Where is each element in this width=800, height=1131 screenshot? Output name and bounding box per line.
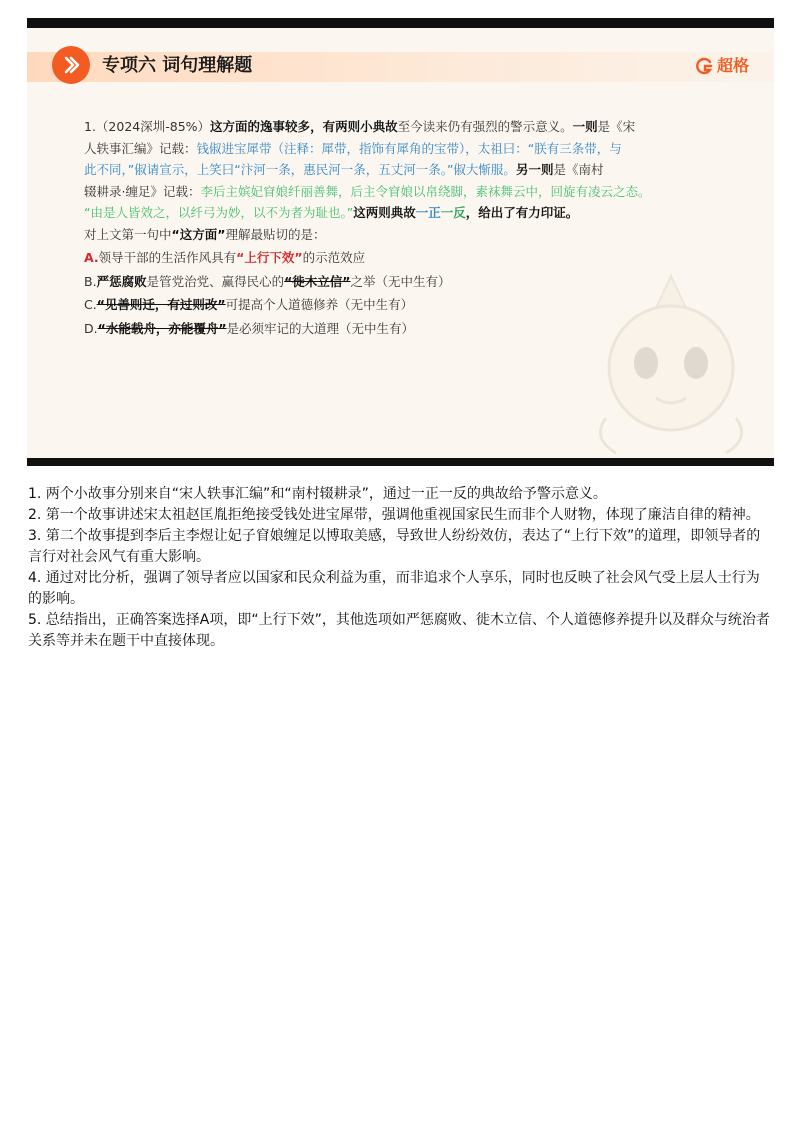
- text-span: “见善则迁，有过则改”: [96, 297, 226, 312]
- chevron-right-icon: [52, 46, 90, 84]
- question-line-5: [84, 202, 724, 224]
- answer-point: 1. 两个小故事分别来自“宋人轶事汇编”和“南村辍耕录”，通过一正一反的典故给予警示意义。: [28, 486, 607, 502]
- question-source: 1.（2024深圳-85%）: [84, 119, 211, 134]
- text-span: 一反: [440, 205, 466, 220]
- question-line-3: [84, 159, 724, 181]
- text-span: 严惩腐败: [96, 273, 147, 289]
- brand-logo-icon: [695, 57, 713, 75]
- answer-explanation: [28, 484, 773, 652]
- option-b: [84, 271, 724, 293]
- question-line-2: [84, 138, 724, 160]
- text-span: 人轶事汇编》记载：: [84, 140, 197, 156]
- text-span: “水能载舟，亦能覆舟”: [97, 320, 227, 336]
- option-letter: A.: [84, 250, 99, 265]
- text-span: 辍耕录·缠足》记载：: [84, 183, 201, 199]
- text-span: ，: [310, 119, 323, 134]
- text-span: 此不同，”俶请宣示，上笑曰“汴河一条，惠民河一条，五丈河一条。”俶大惭服。: [84, 162, 516, 177]
- slide-frame: [27, 18, 774, 466]
- text-span: 有两则小典故: [322, 119, 398, 134]
- option-letter: B.: [84, 273, 97, 289]
- answer-point: 2. 第一个故事讲述宋太祖赵匡胤拒绝接受钱处进宝犀带，强调他重视国家民生而非个人财物，体现了廉洁自律的精神。: [28, 507, 760, 523]
- text-span: 是《宋: [597, 119, 636, 134]
- text-span: “徙木立信”: [284, 273, 351, 289]
- text-span: 的示范效应: [302, 250, 366, 265]
- text-span: 理解最贴切的是：: [225, 226, 326, 242]
- question-block: [84, 116, 724, 339]
- answer-point: 5. 总结指出，正确答案选择A项，即“上行下效”，其他选项如严惩腐败、徙木立信、个人道德修养提升以及群众与统治者关系等并未在题干中直接体现。: [28, 612, 770, 649]
- answer-point: 3. 第二个故事提到李后主李煜让妃子窅娘缠足以博取美感，导致世人纷纷效仿，表达了“上行下效”的道理，即领导者的言行对社会风气有重大影响。: [28, 528, 761, 565]
- brand-name: 超格: [716, 56, 749, 75]
- question-line-1: [84, 116, 724, 138]
- text-span: 对上文第一句中: [84, 226, 172, 242]
- option-letter: D.: [84, 320, 98, 336]
- text-span: “由是人皆效之，以纤弓为妙，以不为者为耻也。”: [84, 205, 354, 220]
- text-span: 可提高个人道德修养（无中生有）: [225, 297, 414, 312]
- option-d: [84, 318, 724, 340]
- text-span: ，给出了有力印证。: [465, 205, 579, 220]
- text-span: 是《南村: [553, 162, 604, 177]
- option-a: [84, 247, 724, 269]
- text-span: “这方面”: [171, 226, 226, 242]
- brand: [695, 49, 749, 83]
- text-span: 是管党治党、赢得民心的: [146, 273, 285, 289]
- answer-point: 4. 通过对比分析，强调了领导者应以国家和民众利益为重，而非追求个人享乐，同时也反映了社会风气受上层人士行为的影响。: [28, 570, 760, 607]
- question-line-4: [84, 181, 724, 203]
- text-span: 这两则典故: [353, 205, 416, 220]
- text-span: 领导干部的生活作风具有: [98, 250, 237, 265]
- text-span: 至今读来仍有强烈的警示意义。: [397, 119, 573, 134]
- option-letter: C.: [84, 297, 97, 312]
- text-span: 一则: [572, 119, 598, 134]
- question-prompt: [84, 224, 724, 246]
- text-span: 这方面的逸事较多: [210, 119, 311, 134]
- text-span: 钱俶进宝犀带（注释：犀带，指饰有犀角的宝带），太祖曰：“朕有三条带，与: [196, 140, 622, 156]
- slide: [27, 28, 774, 458]
- text-span: 是必须牢记的大道理（无中生有）: [226, 320, 415, 336]
- text-span: 一正: [415, 205, 441, 220]
- text-span: 李后主嫔妃窅娘纤丽善舞，后主令窅娘以帛绕脚，素袜舞云中，回旋有凌云之态。: [200, 183, 651, 199]
- option-c: [84, 294, 724, 316]
- text-span: 另一则: [515, 162, 554, 177]
- text-span: 之举（无中生有）: [350, 273, 451, 289]
- text-span: “上行下效”: [236, 250, 303, 265]
- header-title: 专项六 词句理解题: [102, 55, 253, 76]
